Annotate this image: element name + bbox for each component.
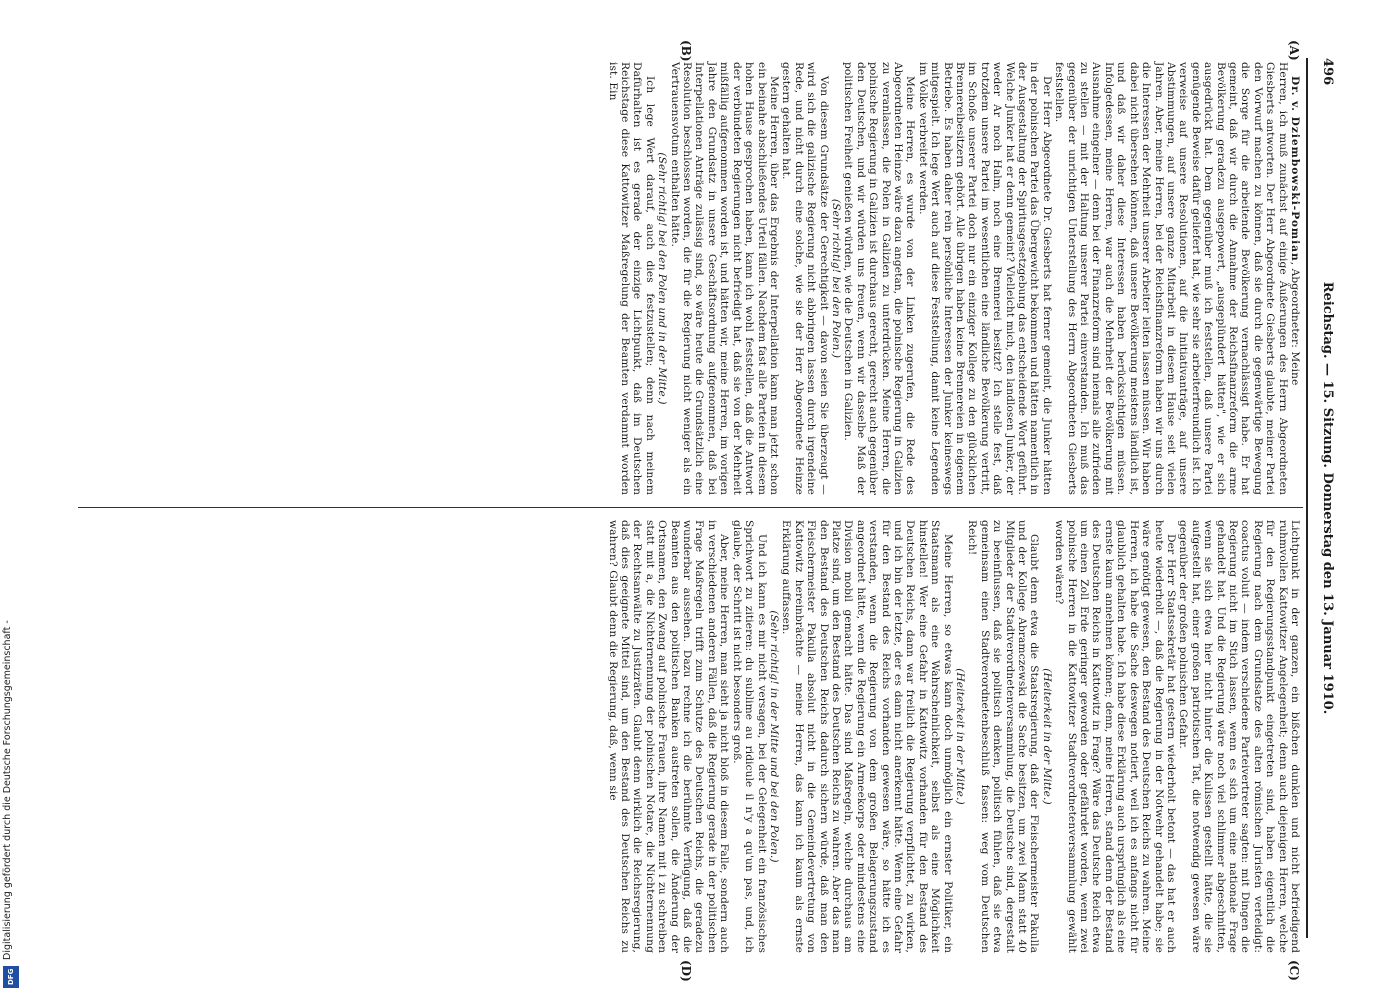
interjection: (Heiterkeit in der Mitte.): [954, 668, 967, 805]
page-number: 496: [1320, 58, 1335, 86]
paragraph: Der Herr Staatssekretär hat gestern wiederholt betont — das hat er auch heute wiederholt —, daß die Regierung in der Notwehr gehandelt habe; sie wäre genötigt gewesen, den Bestand des Deutschen Reichs zu wahren. Meine Herren, ich habe die Sache deswegen notiert, weil ich es anfangs nicht für glaublich gehalten habe. Ich habe diese Erklärung auch ursprünglich als eine ernste kaum annehmen können; denn, meine Herren, stand denn der Bestand des Deutschen Reichs in Kattowitz in Frage? Wäre das Deutsche Reich etwa um einen Zoll Erde geringer geworden oder gefährdet worden, wenn zwei polnische Herren in die Kattowitzer Stadtverordnetenversammlung gewählt worden wären?: [1053, 520, 1177, 953]
paragraph: Aber, meine Herren, man sieht ja nicht bloß in diesem Falle, sondern auch in verschiedenen anderen Fällen, daß die Regierung gerade in der politischen Frage Maßregeln trifft zum Schutze des Deutschen Reichs, die geradezu wunderbar aussehen. Dazu rechne ich die berühmte Verfügung, daß die Beamten aus den politischen Banken austreten sollen, die Änderung der Ortsnamen, den Zwang auf polnische Frauen, ihre Namen mit i zu schreiben statt mit a, die Nichternennung der polnischen Notare, die Nichternennung der Rechtsanwälte zu Justizräten. Glaubt denn wirklich die Reichsregierung, daß dies geeignete Mittel sind, um den Bestand des Deutschen Reichs zu wahren? Glaubt denn die Regierung, daß, wenn sie: [606, 520, 731, 953]
margin-marker-d: (D): [679, 960, 693, 982]
paragraph: Ich lege Wert darauf, auch dies festzustellen; denn nach meinem Dafürhalten ist es gerade der einzige Lichtpunkt, daß im Deutschen Reichstage diese Kattowitzer Maßregelung der Beamten verdammt worden ist. Ein: [606, 62, 656, 495]
digitization-watermark: [0, 4, 22, 994]
paragraph: Lichtpunkt in der ganzen, ein bißchen dunklen und nicht befriedigend ruhmvollen Kattowitzer Angelegenheit; denn auch diejenigen Herren, welche für den Regierungsstandpunkt eingetreten sind, haben eigentlich die Regierung nach dem Grundsatze des alten römischen Juristen verteidigt: coactus voluit — indem verschiedene Parteivertreter sagten: mit Dingen die Regierung nicht im Stich lassen, wenn es sich um eine nationale Frage gehandelt hat. Und die Regierung wäre noch viel schlimmer abgeschnitten, wenn sie sich etwa hier nicht hinter die Kulissen gestellt hätte, die sie aufgestellt hat, einer großen patriotischen Tat, die notwendig gewesen wäre gegenüber der großen polnischen Gefahr.: [1177, 520, 1301, 953]
speaker-line: [1289, 62, 1301, 495]
speaker-name: Dr. v. Dziembowski-Pomian: [1289, 76, 1301, 262]
paragraph: Der Herr Abgeordnete Dr. Giesberts hat ferner gemeint, die Junker hätten in der polnischen Partei das Übergewicht bekommen und hätten namentlich in der Ausgestaltung der Spiritusgesetzgebung das entscheidende Wort geführt. Welche Junker hat er denn gemeint? Vielleicht mich, den landlosen Junker, der weder Ar noch Halm, noch eine Brennerei besitzt? Ich stelle fest, daß trotzdem unsere Partei im wesentlichen eine ländliche Bevölkerung vertritt, im Schoße unserer Partei doch nur ein einziger Kollege zu den glücklichen Brennereibesitzern gehört. Alle übrigen haben keine Brennereien in eigenem Betriebe. Es haben daher rein persönliche Interessen der Junker keineswegs mitgespielt. Ich lege Wert auch auf diese Feststellung, damit keine Legenden im Volke verbreitet werden.: [916, 62, 1053, 495]
interjection: (Sehr richtig! bei den Polen und in der Mitte.): [656, 152, 669, 405]
watermark-text: Digitalisierung gefördert durch die Deutsche Forschungsgemeinschaft -: [2, 620, 13, 960]
paragraph: Glaubt denn etwa die Staatsregierung, daß der Fleischermeister Pakulla und der Kollege Abramczewski die Sache besitzen, um zwei Mann statt 40 Mitglieder der Stadtverordnetenversammlung, die Deutsche sind, dergestalt zu beeinflussen, daß sie politisch denken, politisch fühlen, daß sie etwa gemeinsam einen Stadtverordnetenbeschluß fassen: weg vom Deutschen Reich!: [966, 520, 1041, 953]
column-divider: [78, 507, 1303, 508]
paragraph: Meine Herren, es wurde von der Linken zugerufen, die Rede des Abgeordneten Heinze wäre dazu angetan, die polnische Regierung in Galizien zu veranlassen, die Polen in Galizien zu unterdrücken. Meine Herren, die polnische Regierung in Galizien ist durchaus gerecht, gerecht auch gegenüber den Deutschen, und wir würden uns freuen, wenn wir dasselbe Maß der politischen Freiheit genießen würden, wie die Deutschen in Galizien.: [842, 62, 917, 495]
speaker-role: , Abgeordneter: Meine: [1289, 261, 1301, 386]
margin-marker-b: (B): [679, 40, 693, 62]
header-rule: [1306, 58, 1308, 938]
paragraph: Meine Herren, so etwas kann doch unmöglich ein ernster Politiker, ein Staatsmann als eine Wahrscheinlichkeit, selbst als eine Möglichkeit hinstellen! Wer eine Gefahr in Kattowitz vorhanden für den Bestand des Deutschen Reichs, dann war freilich die Regierung verpflichtet, zu wirken, und ich bin der letzte, der es dann nicht anerkennt hätte. Wenn eine Gefahr für den Bestand des Reichs vorhanden gewesen wäre, so hätte ich es verstanden, wenn die Regierung von dem großen Belagerungszustand angeordnet hätte, wenn die Regierung ein Armeekorps oder mindestens eine Division mobil gemacht hätte. Das sind Maßregeln, welche durchaus am Platze sind, um den Bestand des Deutschen Reichs zu wahren. Aber das man den Bestand des Deutschen Reichs dadurch sichern würde, daß man den Fleischermeister Pakulla absolut nicht in die Gemeindevertretung von Kattowitz hereinbrächte — meine Herren, das kann ich kaum als ernste Erklärung auffassen.: [780, 520, 954, 953]
margin-marker-c: (C): [1287, 960, 1301, 981]
interjection: (Sehr richtig! in der Mitte und bei den Polen.): [767, 610, 780, 863]
interjection: (Sehr richtig! bei den Polen.): [829, 198, 842, 359]
paragraph: Herren, ich muß zunächst auf einige Äußerungen des Herrn Abgeordneten Giesberts antworten. Der Herr Abgeordnete Giesberts glaubte, meiner Partei den Vorwurf machen zu können, daß sie durch die gegenwärtige Bewegung die Sorge für die arbeitende Bevölkerung vernachlässigt habe. Er hat gemeint, daß wir durch die Annahme der Reichsfinanzreform die arme Bevölkerung geradezu ausgepowert, „ausgeplündert hätten", wie er sich ausgedrückt hat. Dem gegenüber muß ich feststellen, daß unsere Partei genügende Beweise dafür geliefert hat, wie sehr sie arbeiterfreundlich ist. Ich verweise auf unsere Resolutionen, auf die Initiativanträge, auf unsere Abstimmungen, auf unsere ganze Mitarbeit in diesem Hause seit vielen Jahren. Aber, meine Herren, bei der Reichsfinanzreform haben wir uns durch die Interessen der Mehrheit unserer Arbeiter leiten lassen müssen. Wir haben dabei nicht übersehen können, daß unsere Bevölkerung meistens ländlich ist, und daß wir daher diese Interessen haben berücksichtigen müssen. Infolgedessen, meine Herren, war auch die Mehrheit der Bevölkerung mit Ausnahme eingelner — denn bei der Finanzreform sind niemals alle zufrieden zu stellen — mit der Haltung unserer Partei einverstanden. Ich muß das gegenüber der unrichtigen Unterstellung des Herrn Abgeordneten Giesberts feststellen.: [1053, 62, 1289, 495]
left-column: [606, 62, 1301, 495]
running-title: Reichstag. — 15. Sitzung. Donnerstag den 13. Januar 1910.: [1320, 281, 1335, 715]
paragraph: Meine Herren, über das Ergebnis der Interpellation kann man jetzt schon ein beinahe abschließendes Urteil fällen. Nachdem fast alle Parteien in diesem hohen Hause gesprochen haben, kann ich wohl feststellen, daß die Antwort der verbündeten Regierungen nicht befriedigt hat, daß sie von der Mehrheit mißfällig aufgenommen worden ist, und hätten wir, meine Herren, im vorigen Jahre den Grundsatz in unsere Geschäftsordnung aufgenommen, daß bei Interpellationen Anträge zulässig sind, so wäre heute die Grundsätzlich eine Resolution beschlossen worden, die für die Regierung nicht weniger als ein Vertrauensvotum enthalten hätte.: [668, 62, 780, 495]
interjection: (Heiterkeit in der Mitte.): [1040, 668, 1053, 805]
page-header: [1313, 58, 1335, 938]
margin-marker-a: (A): [1287, 40, 1301, 61]
paragraph: Von diesem Grundsätze der Gerechtigkeit — davon seien Sie überzeugt — wird sich die galizische Regierung nicht abbringen lassen durch irgendeine Rede, und nicht durch eine solche, wie sie der Herr Abgeordnete Heinze gestern gehalten hat.: [780, 62, 830, 495]
paragraph: Und ich kann es mir nicht versagen, bei der Gelegenheit ein französisches Sprichwort zu zitieren: du sublime au ridicule il n'y a qu'un pas, und, ich glaube, der Schritt ist nicht besonders groß.: [730, 520, 768, 953]
right-column: [606, 520, 1301, 953]
dfg-logo-icon: DFG: [3, 966, 19, 988]
